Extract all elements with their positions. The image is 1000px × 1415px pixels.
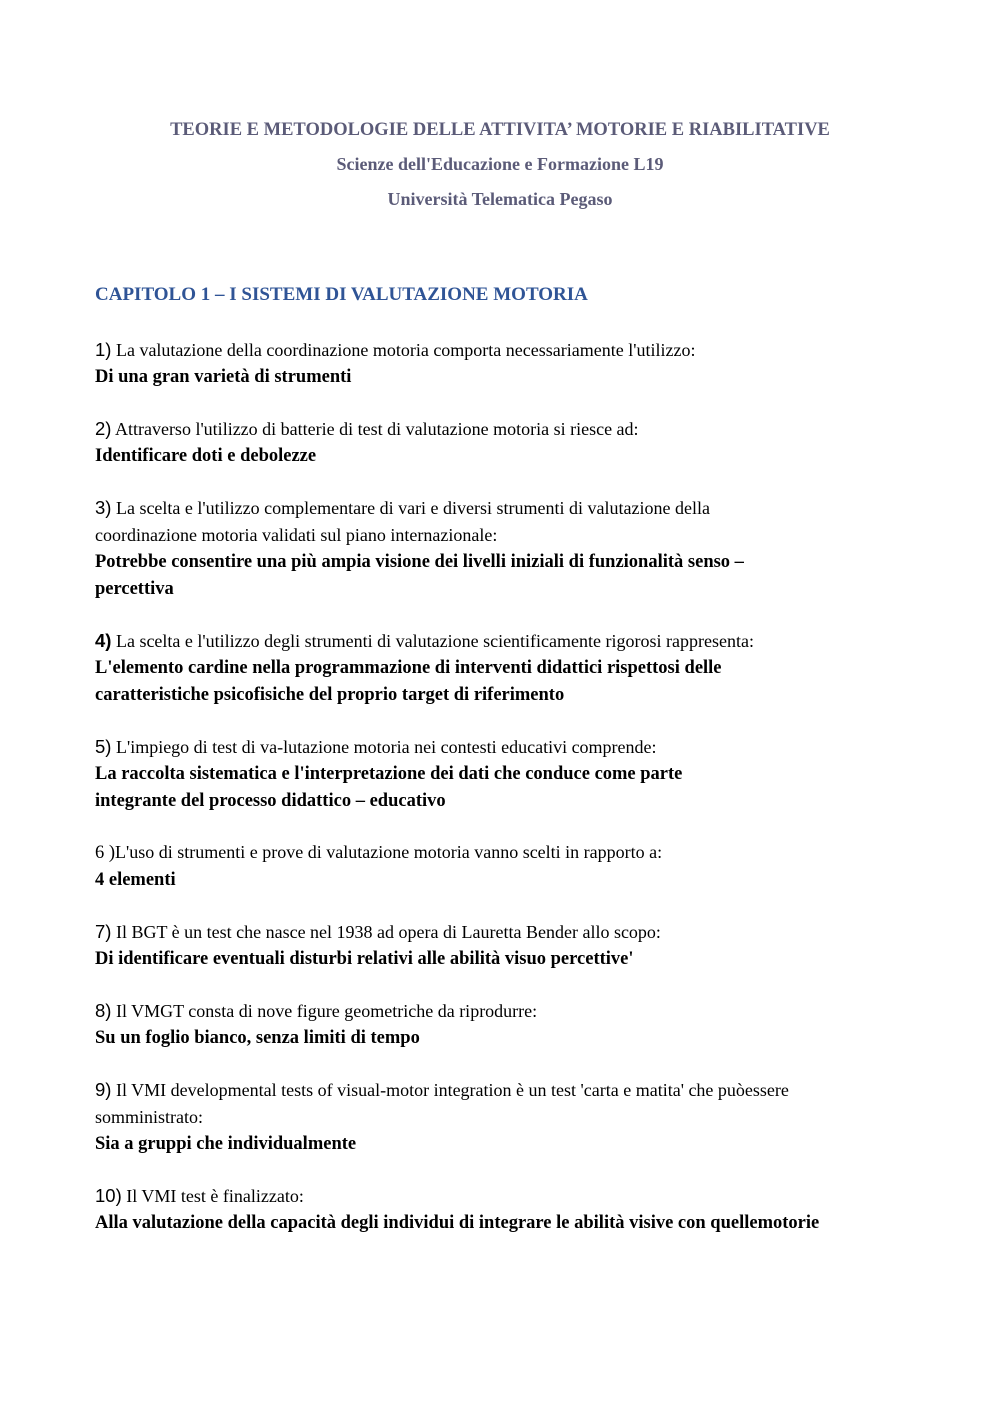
answer-line: L'elemento cardine nella programmazione di interventi didattici rispettosi delle <box>95 658 722 678</box>
course-title: TEORIE E METODOLOGIE DELLE ATTIVITA’ MOTORIE E RIABILITATIVE <box>170 120 830 140</box>
answer-line: Identificare doti e debolezze <box>95 446 317 466</box>
answer-line: Su un foglio bianco, senza limiti di tempo <box>95 1028 420 1048</box>
question-item <box>95 733 915 815</box>
question-line: Il BGT è un test che nasce nel 1938 ad opera di Lauretta Bender allo scopo: <box>115 922 661 942</box>
question-number: 8) <box>95 1000 112 1021</box>
question-text <box>95 494 915 549</box>
answer-line: Di una gran varietà di strumenti <box>95 367 352 387</box>
question-number: 9) <box>95 1079 112 1100</box>
question-line: Il VMI test è finalizzato: <box>126 1186 304 1206</box>
question-number: 7) <box>95 921 112 942</box>
question-text <box>95 1182 915 1210</box>
question-text <box>95 839 915 867</box>
degree-subtitle: Scienze dell'Educazione e Formazione L19 <box>336 154 664 174</box>
question-text <box>95 733 915 761</box>
answer-line: Di identificare eventuali disturbi relativi alle abilità visuo percettive' <box>95 949 634 969</box>
question-line: Il VMGT consta di nove figure geometriche da riprodurre: <box>115 1001 538 1021</box>
answer-line: Alla valutazione della capacità degli individui di integrare le abilità visive con quellemotorie <box>95 1213 820 1233</box>
answer-text <box>95 946 915 973</box>
question-item <box>95 997 915 1052</box>
question-line: coordinazione motoria validati sul piano internazionale: <box>95 525 498 545</box>
question-item <box>95 494 915 603</box>
question-line: Attraverso l'utilizzo di batterie di test di valutazione motoria si riesce ad: <box>114 419 639 439</box>
question-line: somministrato: <box>95 1107 203 1127</box>
question-list <box>95 336 915 1261</box>
answer-text <box>95 655 915 709</box>
answer-line: integrante del processo didattico – educativo <box>95 791 446 811</box>
question-text <box>95 1076 915 1131</box>
question-item <box>95 1182 915 1237</box>
question-item <box>95 336 915 391</box>
answer-text <box>95 1025 915 1052</box>
answer-text <box>95 867 915 894</box>
question-line: La scelta e l'utilizzo degli strumenti di valutazione scientificamente rigorosi rappresenta: <box>115 631 754 651</box>
question-item <box>95 918 915 973</box>
answer-line: percettiva <box>95 579 174 599</box>
answer-line: caratteristiche psicofisiche del proprio target di riferimento <box>95 685 565 705</box>
question-number: 5) <box>95 736 112 757</box>
answer-line: La raccolta sistematica e l'interpretazione dei dati che conduce come parte <box>95 764 683 784</box>
question-item <box>95 839 915 894</box>
question-text <box>95 918 915 946</box>
answer-line: 4 elementi <box>95 870 176 890</box>
question-text <box>95 415 915 443</box>
question-line: La valutazione della coordinazione motoria comporta necessariamente l'utilizzo: <box>115 340 696 360</box>
question-text <box>95 336 915 364</box>
question-number: 10) <box>95 1185 122 1206</box>
question-item <box>95 1076 915 1158</box>
answer-line: Sia a gruppi che individualmente <box>95 1134 357 1154</box>
question-number: 1) <box>95 339 112 360</box>
question-number: 6 ) <box>95 843 116 863</box>
answer-line: Potrebbe consentire una più ampia visione dei livelli iniziali di funzionalità senso – <box>95 552 744 572</box>
answer-text <box>95 1131 915 1158</box>
question-item <box>95 627 915 709</box>
question-number: 3) <box>95 497 112 518</box>
question-line: L'impiego di test di va-lutazione motoria nei contesti educativi comprende: <box>115 737 657 757</box>
answer-text <box>95 761 915 815</box>
answer-text <box>95 1210 915 1237</box>
university-name: Università Telematica Pegaso <box>387 189 613 209</box>
answer-text <box>95 443 915 470</box>
question-text <box>95 627 915 655</box>
question-number: 2) <box>95 418 112 439</box>
question-line: L'uso di strumenti e prove di valutazione motoria vanno scelti in rapporto a: <box>115 842 663 862</box>
question-number: 4) <box>95 630 112 651</box>
answer-text <box>95 364 915 391</box>
question-line: Il VMI developmental tests of visual-motor integration è un test 'carta e matita' che puòessere <box>115 1080 789 1100</box>
question-text <box>95 997 915 1025</box>
question-item <box>95 415 915 470</box>
chapter-title: CAPITOLO 1 – I SISTEMI DI VALUTAZIONE MOTORIA <box>95 284 588 305</box>
question-line: La scelta e l'utilizzo complementare di vari e diversi strumenti di valutazione della <box>115 498 710 518</box>
answer-text <box>95 549 915 603</box>
